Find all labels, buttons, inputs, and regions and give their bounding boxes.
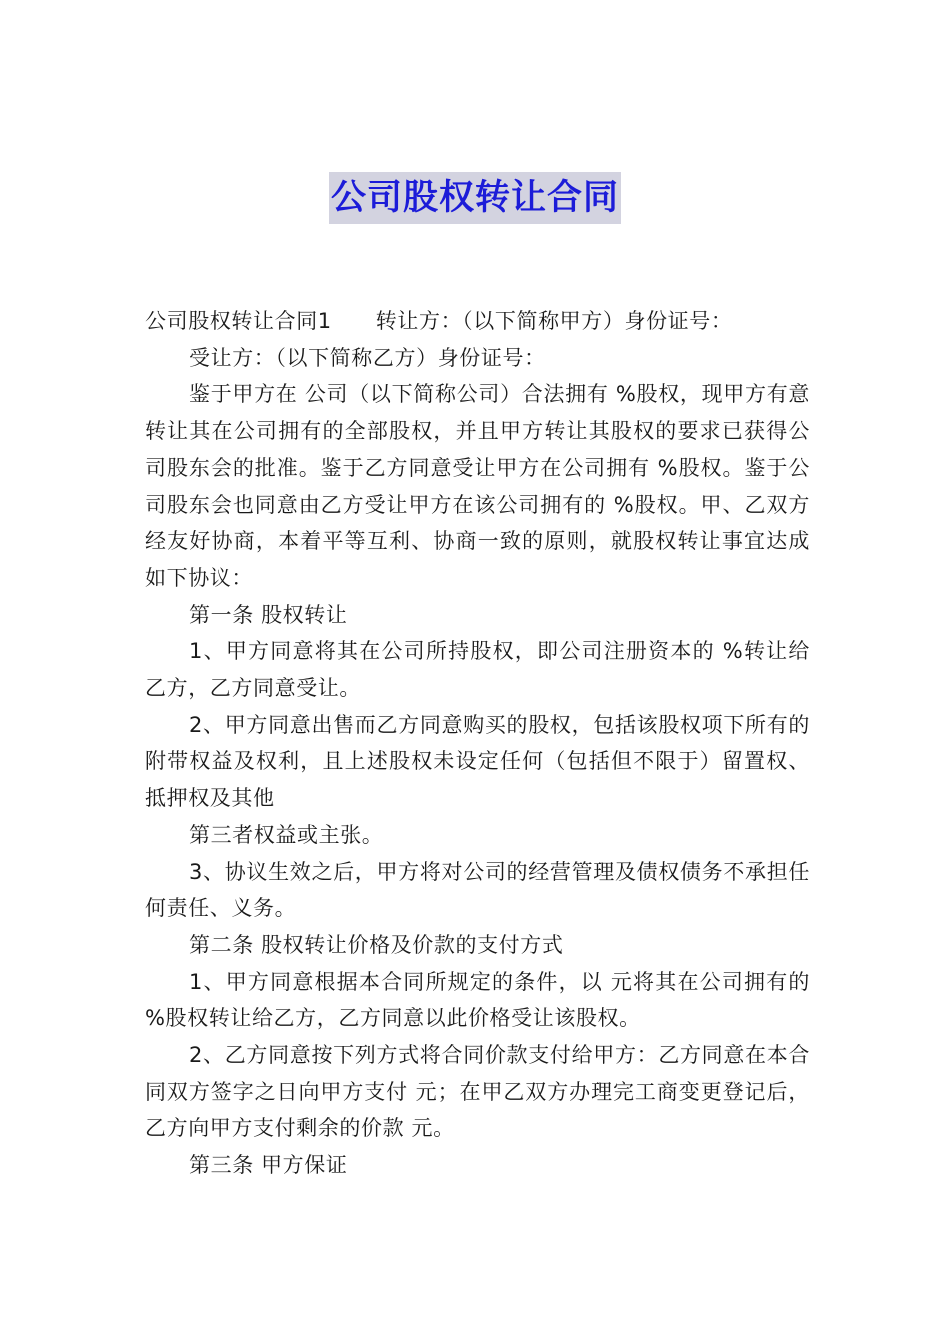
article-2-clause-1: 1、甲方同意根据本合同所规定的条件，以 元将其在公司拥有的 %股权转让给乙方，乙方同意以此价格受让该股权。 <box>145 969 810 1031</box>
contract-number-label: 公司股权转让合同1 <box>145 309 332 333</box>
article-1-clause-2-continued: 第三者权益或主张。 <box>189 822 384 847</box>
article-1-clause-1: 1、甲方同意将其在公司所持股权，即公司注册资本的 %转让给乙方，乙方同意受让。 <box>145 639 810 701</box>
transferee-line: 受让方：（以下简称乙方）身份证号： <box>189 345 546 370</box>
recital-paragraph: 鉴于甲方在 公司（以下简称公司）合法拥有 %股权，现甲方有意转让其在公司拥有的全部股权，并且甲方转让其股权的要求已获得公司股东会的批准。鉴于乙方同意受让甲方在公司拥有 %股权。鉴于公司股东会也同意由乙方受让甲方在该公司拥有的 %股权。甲、乙双方经友好协商，本着平等互利、协商一致的原则，就股权转让事宜达成如下协议： <box>145 382 810 590</box>
article-2-heading: 第二条 股权转让价格及价款的支付方式 <box>189 932 564 957</box>
contract-heading-line <box>145 303 810 340</box>
article-1-clause-3: 3、协议生效之后，甲方将对公司的经营管理及债权债务不承担任何责任、义务。 <box>145 859 810 921</box>
document-body <box>145 303 810 1184</box>
article-2-clause-2: 2、乙方同意按下列方式将合同价款支付给甲方：乙方同意在本合同双方签字之日向甲方支付 元；在甲乙双方办理完工商变更登记后，乙方向甲方支付剩余的价款 元。 <box>145 1043 810 1141</box>
document-title: 公司股权转让合同 <box>329 172 621 224</box>
document-title-wrapper <box>0 172 950 224</box>
article-3-heading: 第三条 甲方保证 <box>189 1153 348 1178</box>
transferor-line: 转让方：（以下简称甲方）身份证号： <box>375 309 733 333</box>
article-1-clause-2: 2、甲方同意出售而乙方同意购买的股权，包括该股权项下所有的附带权益及权利，且上述股权未设定任何（包括但不限于）留置权、抵押权及其他 <box>145 712 810 811</box>
article-1-heading: 第一条 股权转让 <box>189 602 348 627</box>
